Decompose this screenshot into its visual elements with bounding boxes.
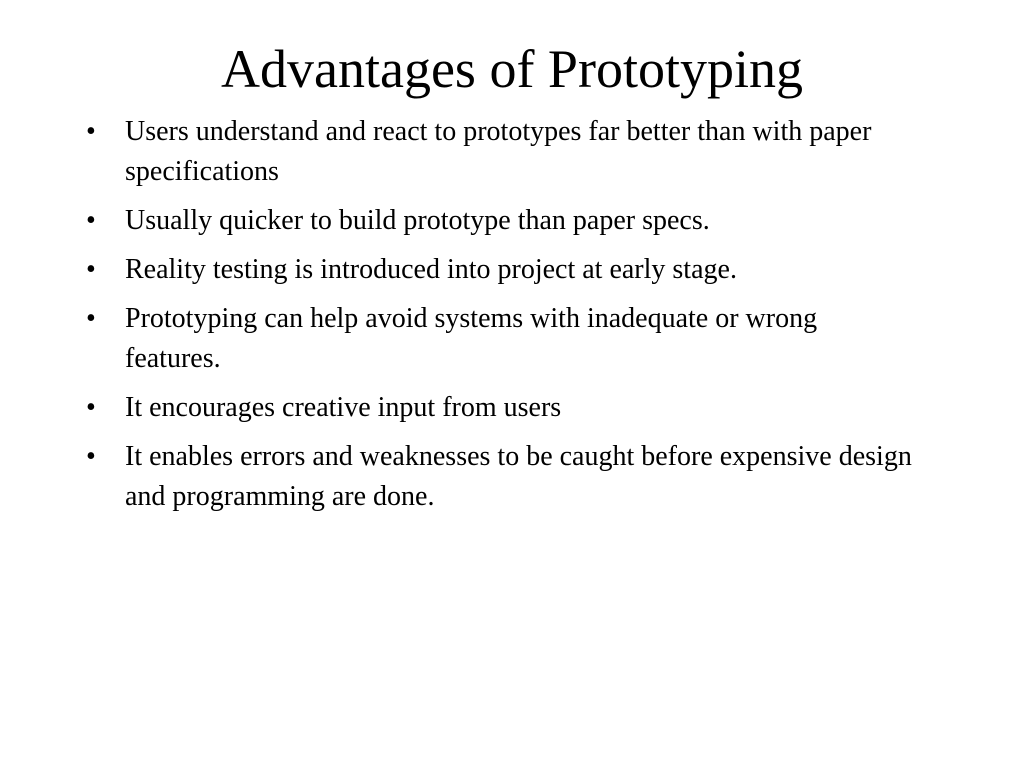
bullet-text: Reality testing is introduced into project at early stage. <box>125 254 737 285</box>
bullet-text: It encourages creative input from users <box>125 392 562 423</box>
bullet-item <box>86 201 916 241</box>
bullet-dot: • <box>86 116 96 147</box>
slide-title: Advantages of Prototyping <box>221 39 803 99</box>
bullet-dot: • <box>86 205 96 236</box>
bullet-item <box>86 437 916 517</box>
bullet-item <box>86 250 916 290</box>
bullet-text: It enables errors and weaknesses to be caught before expensive design and programming are done. <box>125 441 912 512</box>
bullet-list <box>86 112 916 526</box>
bullet-item <box>86 388 916 428</box>
bullet-text: Usually quicker to build prototype than paper specs. <box>125 205 710 236</box>
bullet-text: Users understand and react to prototypes far better than with paper specifications <box>125 116 872 187</box>
bullet-item <box>86 112 916 192</box>
bullet-dot: • <box>86 254 96 285</box>
bullet-dot: • <box>86 392 96 423</box>
bullet-dot: • <box>86 441 96 472</box>
bullet-dot: • <box>86 303 96 334</box>
bullet-text: Prototyping can help avoid systems with inadequate or wrong features. <box>125 303 818 374</box>
bullet-item <box>86 299 916 379</box>
